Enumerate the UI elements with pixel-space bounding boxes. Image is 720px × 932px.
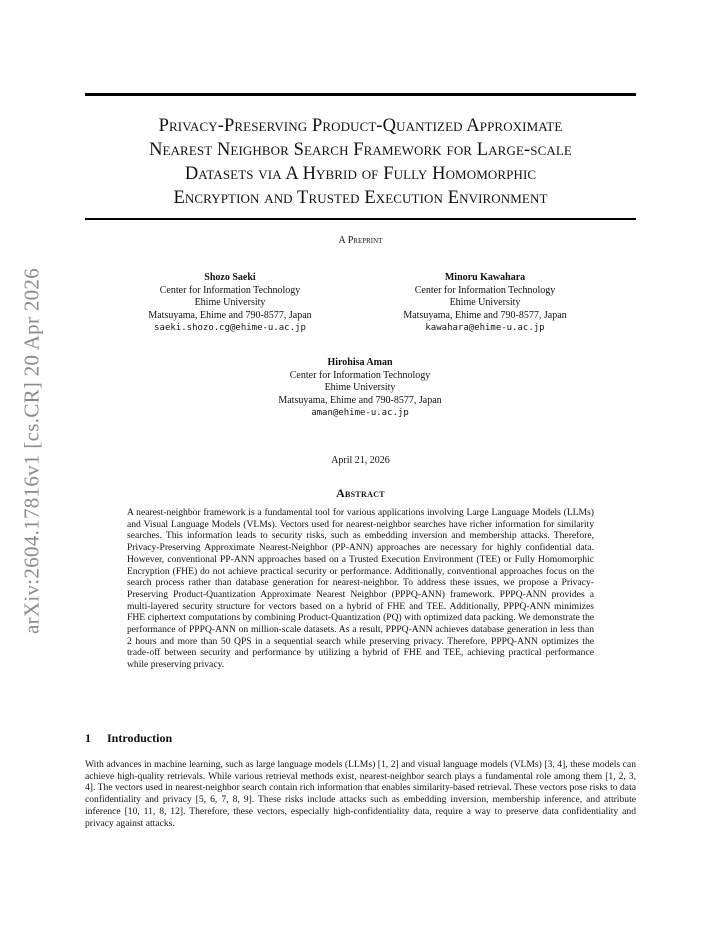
section-number: 1 (85, 731, 91, 745)
paper-date: April 21, 2026 (331, 455, 390, 466)
author-address: Matsuyama, Ehime and 790-8577, Japan (278, 394, 442, 406)
section-heading (85, 731, 172, 746)
abstract-heading: Abstract (336, 486, 385, 500)
author-address: Matsuyama, Ehime and 790-8577, Japan (403, 309, 567, 321)
author-email: aman@ehime-u.ac.jp (311, 408, 409, 418)
arxiv-sidebar (17, 262, 47, 640)
author-address: Matsuyama, Ehime and 790-8577, Japan (148, 309, 312, 321)
abstract-text: A nearest-neighbor framework is a fundamental tool for various applications involving Large Language Models (LLMs) and Visual Language Models (VLMs). Vectors used for nearest-neighbor searches have richer information for similarity searches. This information leads to security risks, such as embedding inversion and membership attacks. Therefore, Privacy-Preserving Approximate Nearest-Neighbor (PP-ANN) approaches are necessary for highly confidential data. However, conventional PP-ANN approaches based on a Trusted Execution Environment (TEE) or Fully Homomorphic Encryption (FHE) do not achieve practical security or performance. Additionally, conventional approaches focus on the search process rather than database generation for nearest-neighbor. To address these issues, we propose a Privacy-Preserving Product-Quantization Approximate Nearest Neighbor (PPPQ-ANN) framework. PPPQ-ANN provides a multi-layered security structure for vectors based on a hybrid of FHE and TEE. Additionally, PPPQ-ANN minimizes FHE ciphertext computations by combining Product-Quantization (PQ) with optimized data packing. We demonstrate the performance of PPPQ-ANN on million-scale datasets. As a result, PPPQ-ANN achieves database generation in less than 2 hours and more than 50 QPS in a sequential search while preserving privacy. Therefore, PPPQ-ANN optimizes the trade-off between security and performance by utilizing a hybrid of FHE and TEE, achieving practical performance while preserving privacy. (127, 507, 594, 671)
author-email: kawahara@ehime-u.ac.jp (425, 323, 545, 333)
author-block (375, 272, 595, 335)
title-line: Nearest Neighbor Search Framework for Large-scale (149, 140, 572, 160)
title-line: Datasets via A Hybrid of Fully Homomorphic (184, 164, 537, 184)
paper-title (85, 114, 636, 210)
section-title: Introduction (107, 731, 173, 745)
title-line: Privacy-Preserving Product-Quantized Approximate (158, 116, 563, 136)
section-body-text: With advances in machine learning, such as large language models (LLMs) [1, 2] and visual language models (VLMs) [3, 4], these models can achieve high-quality retrievals. While various retrieval methods exist, nearest-neighbor search plays a fundamental role among them [1, 2, 3, 4]. The vectors used in nearest-neighbor search contain rich information that enables similarity-based retrieval. These vectors pose risks to data confidentiality and privacy [5, 6, 7, 8, 9]. These risks include attacks such as embedding inversion, membership inference, and attribute inference [10, 11, 8, 12]. Therefore, these vectors, especially high-confidentiality data, require a way to preserve data confidentiality and privacy against attacks. (85, 759, 636, 829)
author-university: Ehime University (194, 297, 266, 308)
author-block (250, 357, 470, 420)
arxiv-identifier: arXiv:2604.17816v1 [cs.CR] 20 Apr 2026 (19, 267, 44, 635)
author-dept: Center for Information Technology (289, 369, 431, 381)
preprint-label: A Preprint (338, 235, 383, 246)
author-name: Minoru Kawahara (444, 272, 526, 283)
title-bottom-rule (85, 218, 636, 220)
title-line: Encryption and Trusted Execution Environment (173, 188, 548, 208)
author-dept: Center for Information Technology (414, 284, 556, 296)
author-block (120, 272, 340, 335)
author-email: saeki.shozo.cg@ehime-u.ac.jp (154, 323, 306, 333)
author-name: Shozo Saeki (204, 272, 256, 283)
author-name: Hirohisa Aman (327, 357, 393, 368)
author-university: Ehime University (449, 297, 521, 308)
title-top-rule (85, 93, 636, 96)
author-university: Ehime University (324, 382, 396, 393)
author-dept: Center for Information Technology (159, 284, 301, 296)
